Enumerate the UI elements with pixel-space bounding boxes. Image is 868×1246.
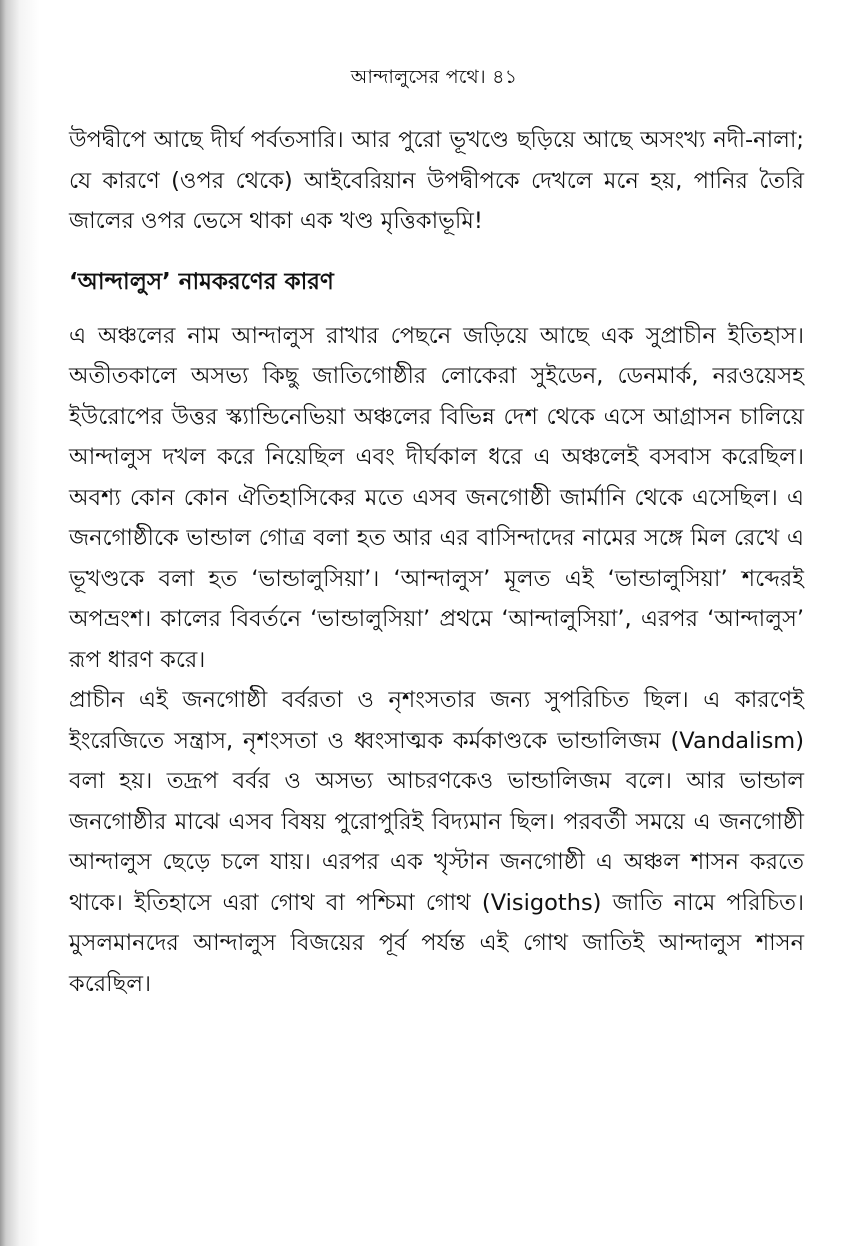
page-content: [69, 120, 804, 1004]
body-paragraph-2: প্রাচীন এই জনগোষ্ঠী বর্বরতা ও নৃশংসতার জন্য সুপরিচিত ছিল। এ কারণেই ইংরেজিতে সন্ত্রাস, নৃশংসতা ও ধ্বংসাত্মক কর্মকাণ্ডকে ভান্ডালিজম (Vandalism) বলা হয়। তদ্রূপ বর্বর ও অসভ্য আচরণকেও ভান্ডালিজম বলে। আর ভান্ডাল জনগোষ্ঠীর মাঝে এসব বিষয় পুরোপুরিই বিদ্যমান ছিল। পরবর্তী সময়ে এ জনগোষ্ঠী আন্দালুস ছেড়ে চলে যায়। এরপর এক খৃস্টান জনগোষ্ঠী এ অঞ্চল শাসন করতে থাকে। ইতিহাসে এরা গোথ বা পশ্চিমা গোথ (Visigoths) জাতি নামে পরিচিত। মুসলমানদের আন্দালুস বিজয়ের পূর্ব পর্যন্ত এই গোথ জাতিই আন্দালুস শাসন করেছিল।: [69, 687, 804, 997]
intro-paragraph: উপদ্বীপে আছে দীর্ঘ পর্বতসারি। আর পুরো ভূখণ্ডে ছড়িয়ে আছে অসংখ্য নদী-নালা; যে কারণে (ওপর থেকে) আইবেরিয়ান উপদ্বীপকে দেখলে মনে হয়, পানির তৈরি জালের ওপর ভেসে থাকা এক খণ্ড মৃত্তিকাভূমি!: [69, 127, 804, 234]
running-head: আন্দালুসের পথে। ৪১: [350, 66, 518, 88]
body-paragraph-1: এ অঞ্চলের নাম আন্দালুস রাখার পেছনে জড়িয়ে আছে এক সুপ্রাচীন ইতিহাস। অতীতকালে অসভ্য কিছু জাতিগোষ্ঠীর লোকেরা সুইডেন, ডেনমার্ক, নরওয়েসহ ইউরোপের উত্তর স্ক্যান্ডিনেভিয়া অঞ্চলের বিভিন্ন দেশ থেকে এসে আগ্রাসন চালিয়ে আন্দালুস দখল করে নিয়েছিল এবং দীর্ঘকাল ধরে এ অঞ্চলেই বসবাস করেছিল। অবশ্য কোন কোন ঐতিহাসিকের মতে এসব জনগোষ্ঠী জার্মানি থেকে এসেছিল। এ জনগোষ্ঠীকে ভান্ডাল গোত্র বলা হত আর এর বাসিন্দাদের নামের সঙ্গে মিল রেখে এ ভূখণ্ডকে বলা হত ‘ভান্ডালুসিয়া’। ‘আন্দালুস’ মূলত এই ‘ভান্ডালুসিয়া’ শব্দেরই অপভ্রংশ। কালের বিবর্তনে ‘ভান্ডালুসিয়া’ প্রথমে ‘আন্দালুসিয়া’, এরপর ‘আন্দালুস’ রূপ ধারণ করে।: [69, 322, 804, 673]
section-heading: ‘আন্দালুস’ নামকরণের কারণ: [69, 268, 334, 295]
